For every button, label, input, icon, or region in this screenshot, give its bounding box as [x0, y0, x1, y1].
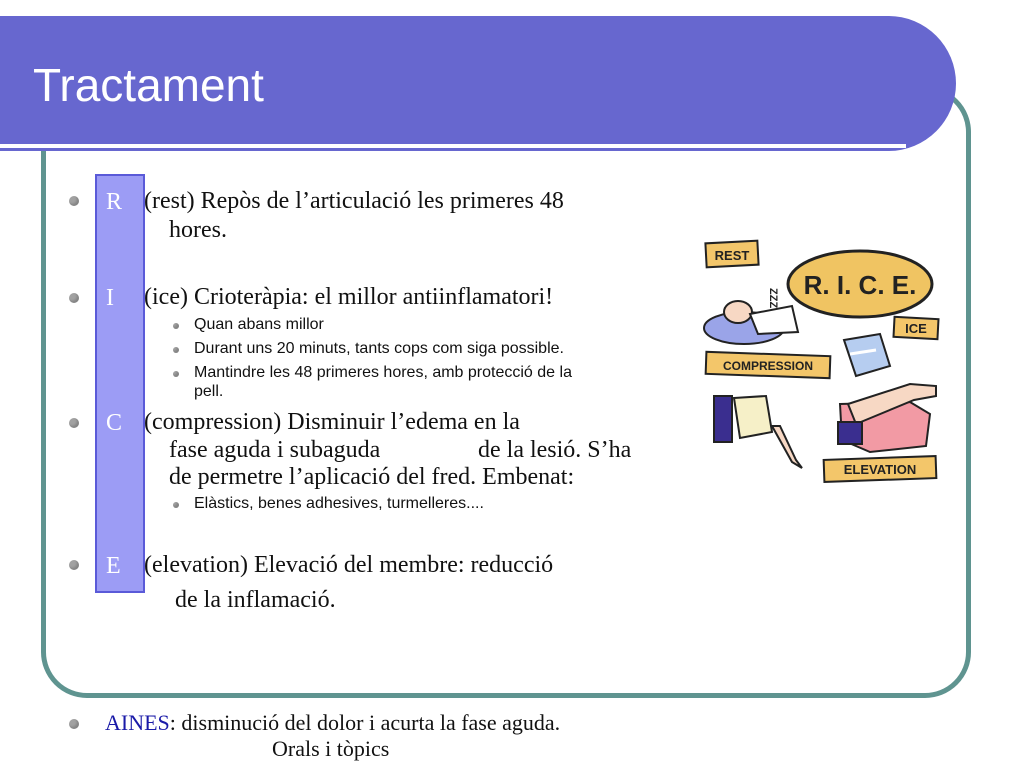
sub-bullet	[173, 347, 179, 353]
rest-text-line-2: hores.	[169, 217, 227, 243]
ice-pack-icon	[844, 334, 890, 376]
title-bar	[0, 16, 956, 151]
bullet-i	[69, 293, 79, 303]
page-title: Tractament	[33, 59, 264, 111]
elevation-sign	[824, 456, 937, 482]
elevation-text-line-1: (elevation) Elevació del membre: reducció	[144, 552, 554, 578]
bullet-aines	[69, 719, 79, 729]
elevated-leg-icon	[838, 384, 936, 452]
ice-sub-1: Quan abans millor	[194, 316, 324, 333]
rice-letter-r: R	[106, 189, 123, 215]
sub-bullet	[173, 371, 179, 377]
rest-label: REST	[714, 248, 750, 263]
compression-text-line-1: (compression) Disminuir l’edema en la	[144, 409, 520, 435]
aines-line-2: Orals i tòpics	[272, 736, 390, 761]
compression-sign	[706, 352, 831, 378]
bullet-e	[69, 560, 79, 570]
ice-text-line-1: (ice) Crioteràpia: el millor antiinflamatori!	[144, 284, 554, 310]
compression-text-line-2b: de la lesió. S’ha	[478, 437, 632, 463]
rest-sign	[705, 241, 758, 268]
compression-sub-1: Elàstics, benes adhesives, turmelleres....	[194, 495, 484, 512]
elevation-label: ELEVATION	[843, 462, 917, 477]
rice-letter-i: I	[106, 285, 114, 311]
compression-text-line-2a: fase aguda i subaguda	[169, 437, 381, 463]
compression-label: COMPRESSION	[722, 359, 814, 373]
rest-text-line-1: (rest) Repòs de l’articulació les primeres 48	[144, 188, 564, 214]
ice-label: ICE	[905, 321, 927, 336]
compression-text-line-3: de permetre l’aplicació del fred. Embenat:	[169, 464, 575, 490]
sub-bullet	[173, 502, 179, 508]
aines-key: AINES	[105, 710, 170, 735]
rice-letter-band	[95, 174, 145, 593]
ice-sub-2: Durant uns 20 minuts, tants cops com siga possible.	[194, 340, 564, 357]
rice-letter-e: E	[106, 553, 121, 579]
sub-bullet	[173, 323, 179, 329]
sleeping-person-icon	[704, 301, 798, 344]
rice-label: R. I. C. E.	[803, 270, 917, 300]
rice-illustration	[700, 236, 946, 486]
bullet-c	[69, 418, 79, 428]
ice-sub-3-line-1: Mantindre les 48 primeres hores, amb protecció de la	[194, 364, 572, 381]
aines-line-1	[105, 712, 560, 734]
rice-badge	[788, 251, 932, 317]
rice-letter-c: C	[106, 410, 123, 436]
bullet-r	[69, 196, 79, 206]
title-underline	[0, 144, 906, 148]
ice-sign	[894, 317, 939, 339]
aines-text: : disminució del dolor i acurta la fase aguda.	[169, 710, 561, 735]
elevation-text-line-2: de la inflamació.	[175, 587, 336, 613]
zzz-label: ZZZ	[767, 288, 779, 309]
ice-sub-3-line-2: pell.	[194, 383, 224, 400]
bandaged-leg-icon	[714, 396, 802, 468]
